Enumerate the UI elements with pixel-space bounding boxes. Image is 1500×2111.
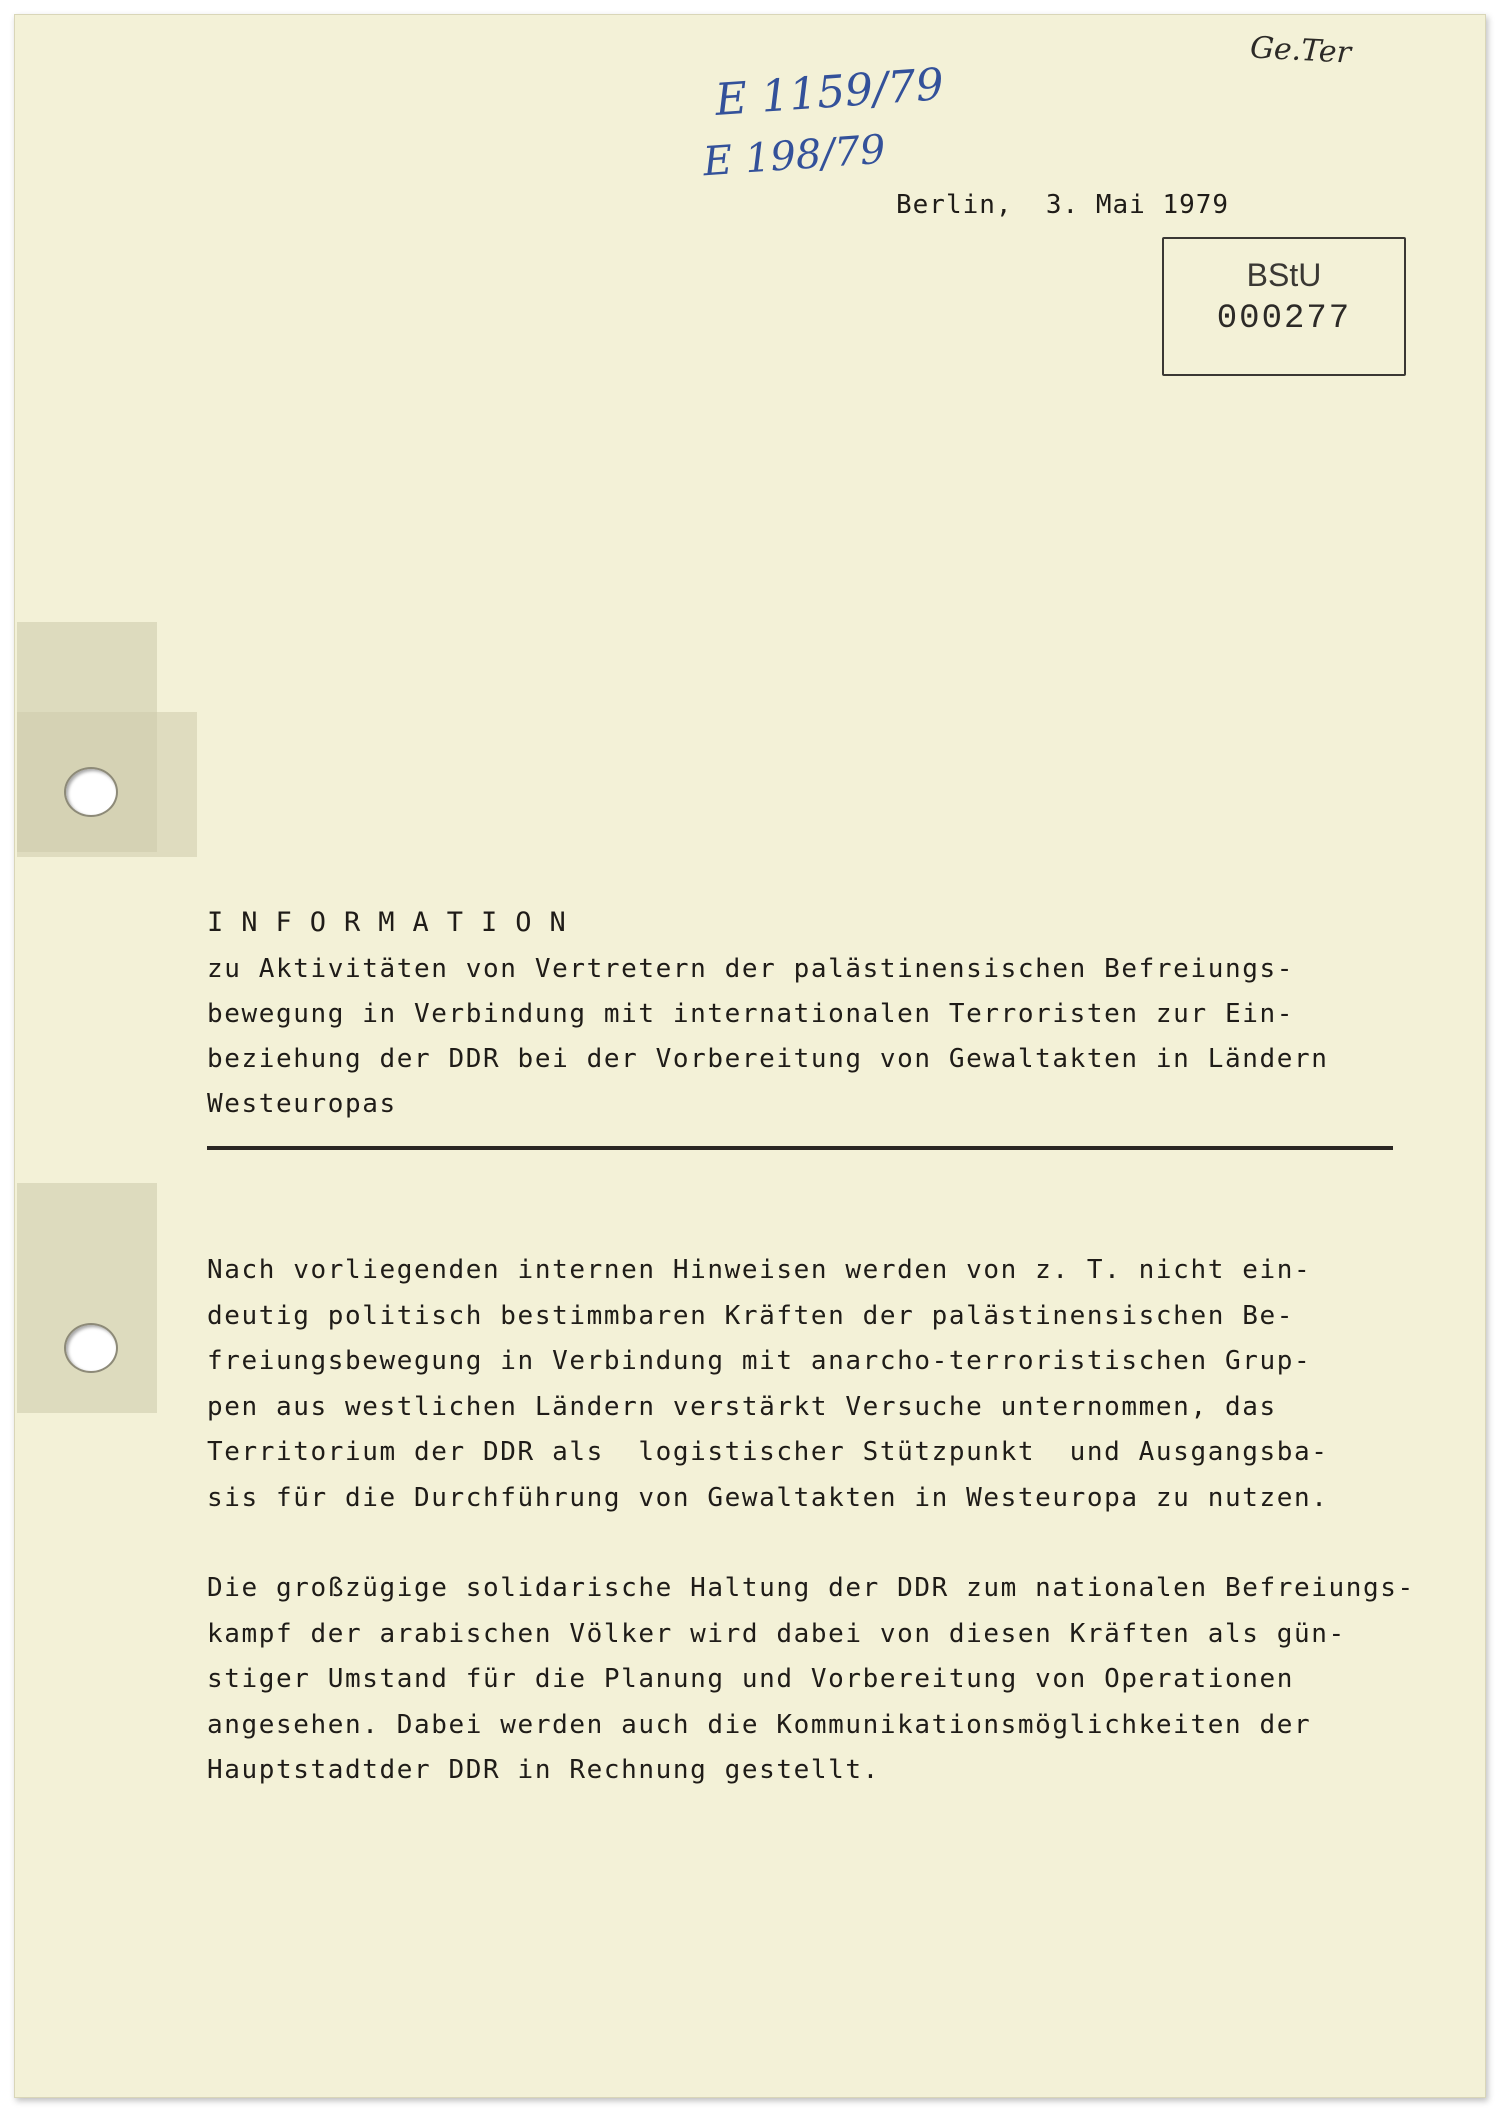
punch-hole	[64, 1323, 118, 1373]
subject-line: zu Aktivitäten von Vertretern der palästinensischen Befreiungs-	[207, 954, 1294, 984]
text-line: Nach vorliegenden internen Hinweisen werden von z. T. nicht ein-	[207, 1255, 1312, 1285]
tape-strip	[17, 1183, 157, 1413]
stamp-number: 000277	[1216, 300, 1352, 338]
date-line: Berlin, 3. Mai 1979	[896, 190, 1230, 220]
paragraph-1	[207, 1248, 1477, 1521]
handwritten-reference-2: E 198/79	[701, 126, 888, 186]
subject-line: Westeuropas	[207, 1089, 397, 1119]
text-line: kampf der arabischen Völker wird dabei von diesen Kräften als gün-	[207, 1618, 1346, 1649]
handwritten-reference-1: E 1159/79	[713, 59, 946, 126]
subject-line: bewegung in Verbindung mit internationalen Terroristen zur Ein-	[207, 999, 1294, 1029]
handwritten-corner-note: Ge.Ter	[1249, 30, 1352, 71]
text-line: Territorium der DDR als logistischer Stützpunkt und Ausgangsba-	[207, 1437, 1329, 1467]
punch-hole	[64, 767, 118, 817]
archive-stamp	[1162, 237, 1406, 376]
text-line: deutig politisch bestimmbaren Kräften der palästinensischen Be-	[207, 1300, 1294, 1331]
text-line: Hauptstadtder DDR in Rechnung gestellt.	[207, 1755, 880, 1785]
separator-rule	[207, 1146, 1393, 1150]
text-line: freiungsbewegung in Verbindung mit anarcho-terroristischen Grup-	[207, 1346, 1312, 1376]
text-line: sis für die Durchführung von Gewaltakten in Westeuropa zu nutzen.	[207, 1482, 1329, 1513]
text-line: pen aus westlichen Ländern verstärkt Versuche unternommen, das	[207, 1391, 1277, 1422]
document-title: INFORMATION	[207, 907, 584, 938]
document-subject	[207, 947, 1407, 1127]
text-line: Die großzügige solidarische Haltung der DDR zum nationalen Befreiungs-	[207, 1573, 1415, 1603]
document-page	[14, 14, 1486, 2098]
text-line: angesehen. Dabei werden auch die Kommunikationsmöglichkeiten der	[207, 1709, 1312, 1740]
stamp-label: BStU	[1246, 257, 1322, 293]
subject-line: beziehung der DDR bei der Vorbereitung von Gewaltakten in Ländern	[207, 1044, 1329, 1074]
text-line: stiger Umstand für die Planung und Vorbereitung von Operationen	[207, 1664, 1294, 1694]
paragraph-2	[207, 1566, 1477, 1794]
